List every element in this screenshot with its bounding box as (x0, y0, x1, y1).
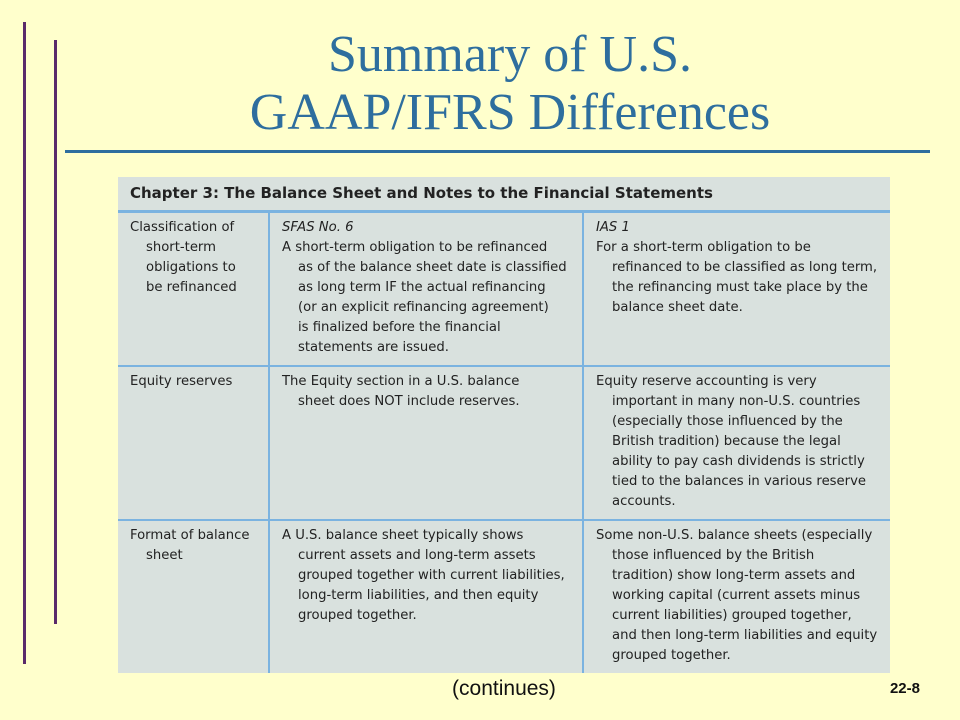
left-accent-bar-outer (23, 22, 26, 664)
ifrs-line: (especially those influenced by the (612, 414, 843, 429)
page-number: 22-8 (889, 680, 920, 697)
title-underline (65, 150, 930, 153)
table-row (118, 520, 890, 673)
table-row (118, 212, 890, 367)
topic-line: obligations to (146, 260, 236, 275)
topic-line: Equity reserves (130, 374, 233, 389)
ifrs-line: ability to pay cash dividends is strictly (612, 454, 865, 469)
table-row (118, 366, 890, 520)
topic-line: Format of balance (130, 528, 250, 543)
ifrs-line: working capital (current assets minus (612, 588, 861, 603)
us-gaap-source: SFAS No. 6 (282, 220, 354, 235)
ifrs-line: current liabilities) grouped together, (612, 608, 852, 623)
title-line-2: GAAP/IFRS Differences (249, 84, 771, 141)
table-header: Chapter 3: The Balance Sheet and Notes to the Financial Statements (118, 177, 890, 212)
us-gaap-cell (269, 520, 583, 673)
ifrs-line: For a short-term obligation to be (596, 240, 811, 255)
ifrs-line: the refinancing must take place by the (612, 280, 868, 295)
topic-line: Classification of (130, 220, 235, 235)
ifrs-cell (583, 212, 890, 367)
continues-note: (continues) (452, 677, 556, 700)
us-gaap-line: grouped together. (298, 608, 417, 623)
us-gaap-line: (or an explicit refinancing agreement) (298, 300, 549, 315)
topic-line: be refinanced (146, 280, 237, 295)
ifrs-line: balance sheet date. (612, 300, 743, 315)
ifrs-line: grouped together. (612, 648, 731, 663)
page-title (90, 26, 930, 142)
topic-cell (118, 520, 269, 673)
title-line-1: Summary of U.S. (328, 26, 692, 83)
ifrs-line: and then long-term liabilities and equity (612, 628, 878, 643)
us-gaap-line: grouped together with current liabilities, (298, 568, 565, 583)
us-gaap-line: as long term IF the actual refinancing (298, 280, 546, 295)
us-gaap-line: sheet does NOT include reserves. (298, 394, 520, 409)
ifrs-line: tied to the balances in various reserve (612, 474, 867, 489)
us-gaap-line: statements are issued. (298, 340, 449, 355)
ifrs-cell (583, 366, 890, 520)
ifrs-source: IAS 1 (596, 220, 630, 235)
ifrs-line: refinanced to be classified as long term, (612, 260, 878, 275)
us-gaap-line: A U.S. balance sheet typically shows (282, 528, 524, 543)
left-accent-bar-inner (54, 40, 57, 624)
ifrs-line: accounts. (612, 494, 676, 509)
topic-cell (118, 212, 269, 367)
us-gaap-line: is finalized before the financial (298, 320, 501, 335)
us-gaap-line: current assets and long-term assets (298, 548, 536, 563)
topic-line: short-term (146, 240, 216, 255)
us-gaap-line: long-term liabilities, and then equity (298, 588, 539, 603)
ifrs-line: tradition) show long-term assets and (612, 568, 856, 583)
ifrs-line: Equity reserve accounting is very (596, 374, 817, 389)
ifrs-cell (583, 520, 890, 673)
ifrs-line: Some non-U.S. balance sheets (especially (596, 528, 873, 543)
ifrs-line: important in many non-U.S. countries (612, 394, 861, 409)
ifrs-line: those influenced by the British (612, 548, 815, 563)
ifrs-line: British tradition) because the legal (612, 434, 841, 449)
topic-cell (118, 366, 269, 520)
differences-table (118, 177, 890, 673)
us-gaap-line: as of the balance sheet date is classified (298, 260, 567, 275)
us-gaap-cell (269, 366, 583, 520)
us-gaap-line: The Equity section in a U.S. balance (282, 374, 520, 389)
topic-line: sheet (146, 548, 183, 563)
us-gaap-line: A short-term obligation to be refinanced (282, 240, 548, 255)
us-gaap-cell (269, 212, 583, 367)
